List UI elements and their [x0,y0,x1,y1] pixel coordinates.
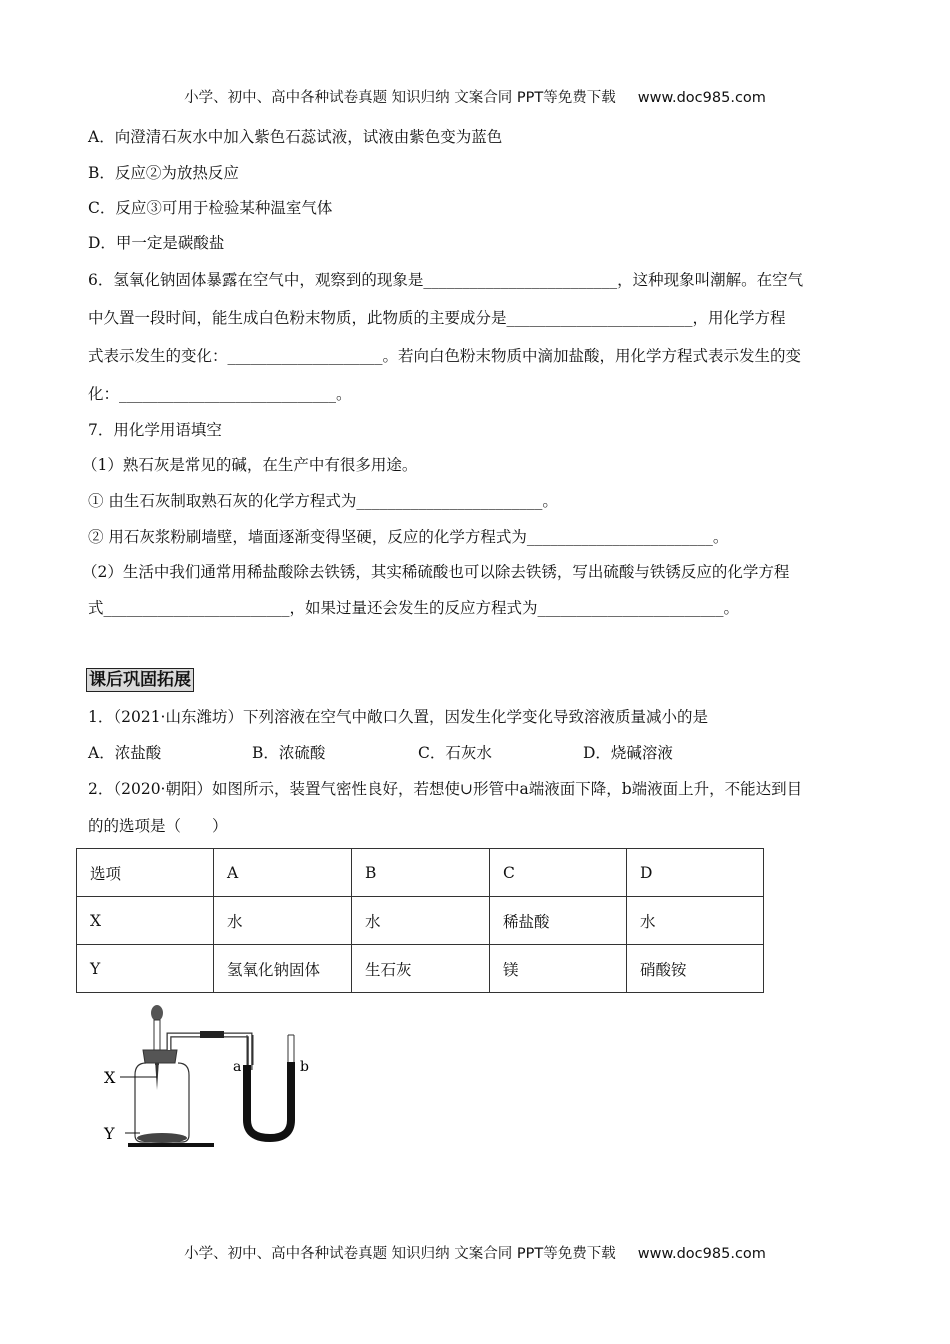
question-7-line: （1）熟石灰是常见的碱，在生产中有很多用途。 [82,456,418,474]
table-cell: Y [77,945,214,993]
practice-2-stem: 的的选项是（ ） [88,817,228,835]
question-6-line: 式表示发生的变化：____________________。若向白色粉末物质中滴加盐酸，用化学方程式表示发生的变 [88,347,802,365]
practice-1-option-c: C．石灰水 [418,744,492,762]
label-y: Y [104,1124,115,1143]
table-cell: 水 [214,897,352,945]
practice-1-option-b: B．浓硫酸 [252,744,326,762]
question-7-line: （2）生活中我们通常用稀盐酸除去铁锈，其实稀硫酸也可以除去铁锈，写出硫酸与铁锈反应的化学方程 [82,563,790,581]
footer-url[interactable]: www.doc985.com [637,1246,766,1262]
table-row [77,897,764,945]
table-cell: 选项 [77,849,214,897]
option-a: A．向澄清石灰水中加入紫色石蕊试液，试液由紫色变为蓝色 [88,128,503,146]
option-b: B．反应②为放热反应 [88,164,239,182]
table-cell: 水 [352,897,490,945]
footer-text: 小学、初中、高中各种试卷真题 知识归纳 文案合同 PPT等免费下载 [184,1246,616,1262]
page-footer [0,1244,950,1264]
question-6-line: 化：____________________________。 [88,385,352,403]
table-cell: 硝酸铵 [627,945,764,993]
table-cell: 稀盐酸 [490,897,627,945]
practice-1-option-a: A．浓盐酸 [88,744,162,762]
practice-1-option-d: D．烧碱溶液 [583,744,673,762]
flask-icon [128,1050,214,1147]
question-7-line: 7．用化学用语填空 [88,421,222,439]
header-url[interactable]: www.doc985.com [637,90,766,106]
table-cell: 氢氧化钠固体 [214,945,352,993]
label-a: a [233,1059,242,1075]
options-table [76,848,764,993]
option-d: D．甲一定是碳酸盐 [88,234,225,252]
question-7-line: ① 由生石灰制取熟石灰的化学方程式为________________________。 [88,492,558,510]
table-cell: 水 [627,897,764,945]
question-6-line: 中久置一段时间，能生成白色粉末物质，此物质的主要成分是________________________，用化学方程 [88,309,786,327]
section-title: 课后巩固拓展 [86,668,194,692]
table-cell: C [490,849,627,897]
practice-1-stem: 1．（2021·山东潍坊）下列溶液在空气中敞口久置，因发生化学变化导致溶液质量减小的是 [88,708,708,726]
apparatus-figure [80,990,340,1160]
label-x: X [104,1068,116,1087]
option-c: C．反应③可用于检验某种温室气体 [88,199,333,217]
label-b: b [300,1059,309,1075]
table-row [77,945,764,993]
table-cell: 镁 [490,945,627,993]
header-text: 小学、初中、高中各种试卷真题 知识归纳 文案合同 PPT等免费下载 [184,90,616,106]
question-6-line: 6．氢氧化钠固体暴露在空气中，观察到的现象是_________________________，这种现象叫潮解。在空气 [88,271,804,289]
table-cell: X [77,897,214,945]
table-cell: D [627,849,764,897]
u-tube-icon [247,1035,294,1138]
table-cell: 生石灰 [352,945,490,993]
question-7-line: 式________________________，如果过量还会发生的反应方程式为________________________。 [88,599,740,617]
table-cell: A [214,849,352,897]
question-7-line: ② 用石灰浆粉刷墙壁，墙面逐渐变得坚硬，反应的化学方程式为________________________。 [88,528,729,546]
table-cell: B [352,849,490,897]
page-header [0,88,950,108]
practice-2-stem: 2．（2020·朝阳）如图所示，装置气密性良好，若想使∪形管中a端液面下降，b端液面上升，不能达到目 [88,780,803,798]
table-row [77,849,764,897]
